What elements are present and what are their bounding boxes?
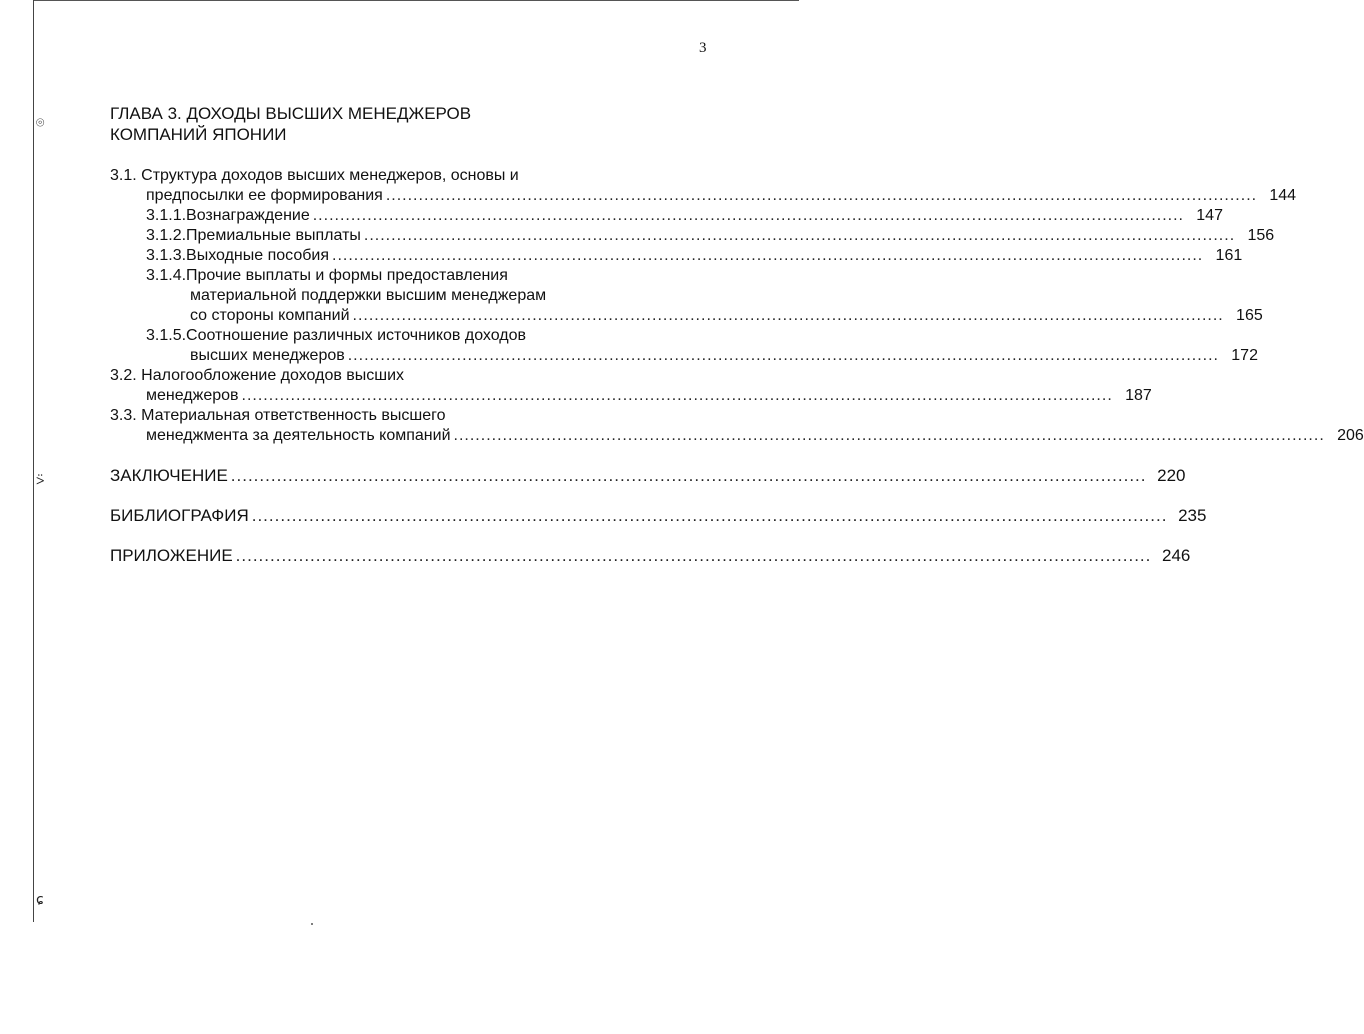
toc-entry-bibliography[interactable] [110,505,1207,526]
scan-mark-icon: ⌾ [36,115,45,131]
toc-entry-conclusion[interactable] [110,465,1186,486]
dot-leader: ................................................................................................................................................................ [363,227,1236,244]
dot-leader: ................................................................................................................................................................ [230,466,1147,485]
toc-page-number: 156 [1247,227,1275,244]
dot-leader: ................................................................................................................................................................ [241,387,1113,404]
toc-page-number: 187 [1125,387,1152,404]
dot-leader: ................................................................................................................................................................ [332,247,1204,264]
toc-entry-3-1-line1: 3.1. Структура доходов высших менеджеров, основы и [110,167,519,184]
toc-page-number: 172 [1231,347,1258,364]
dot-leader: ................................................................................................................................................................ [347,347,1219,364]
toc-entry-title: менеджмента за деятельность компаний [146,427,451,444]
toc-entry-3-1-5-line1: 3.1.5.Соотношение различных источников доходов [146,327,527,344]
toc-page-number: 165 [1236,307,1263,324]
chapter-heading [110,103,650,145]
page-number: 3 [699,40,707,56]
toc-page-number: 220 [1157,466,1186,485]
toc-entry-3-1-5[interactable] [190,346,1258,366]
toc-page-number: 144 [1269,187,1297,204]
scan-top-border [33,0,799,1]
toc-page-number: 246 [1161,546,1191,565]
toc-entry-title: ПРИЛОЖЕНИЕ [110,546,233,565]
toc-entry-appendix[interactable] [110,545,1191,566]
dot-leader: ................................................................................................................................................................ [235,546,1152,565]
toc-entry-3-1-4-line2: материальной поддержки высшим менеджерам [190,287,547,304]
toc-entry-3-1-1[interactable] [146,206,1223,226]
toc-entry-3-1-4-line1: 3.1.4.Прочие выплаты и формы предоставления [146,267,508,284]
toc-page-number: 147 [1196,207,1223,224]
toc-entry-3-3[interactable] [146,426,1364,446]
toc-entry-3-2-line1: 3.2. Налогообложение доходов высших [110,367,405,384]
dot-leader: ................................................................................................................................................................ [352,307,1224,324]
toc-entry-title: 3.1.2.Премиальные выплаты [146,227,361,244]
scan-left-border [33,0,34,922]
scan-speck [311,923,313,925]
dot-leader: ................................................................................................................................................................ [453,427,1325,444]
chapter-heading-line1: ГЛАВА 3. ДОХОДЫ ВЫСШИХ МЕНЕДЖЕРОВ [110,104,472,123]
toc-entry-3-1-2[interactable] [146,226,1275,246]
toc-entry-title: со стороны компаний [190,307,350,324]
toc-entry-3-1-4[interactable] [190,306,1263,326]
toc-entry-title: высших менеджеров [190,347,345,364]
toc-entry-title: менеджеров [146,387,239,404]
scan-mark-icon: ⍩ [36,472,45,488]
dot-leader: ................................................................................................................................................................ [385,187,1258,204]
toc-entry-title: предпосылки ее формирования [146,187,383,204]
chapter-heading-line2: КОМПАНИЙ ЯПОНИИ [110,125,287,144]
toc-entry-title: ЗАКЛЮЧЕНИЕ [110,466,228,485]
toc-page-number: 161 [1215,247,1243,264]
toc-entry-title: 3.1.3.Выходные пособия [146,247,329,264]
toc-page-number: 206 [1337,427,1364,444]
toc-entry-3-1-3[interactable] [146,246,1243,266]
dot-leader: ................................................................................................................................................................ [251,506,1168,525]
toc-page-number: 235 [1178,506,1207,525]
scan-mark-icon: ɕ [36,892,44,908]
toc-entry-title: 3.1.1.Вознаграждение [146,207,310,224]
toc-entry-3-2[interactable] [146,386,1152,406]
toc-entry-3-1[interactable] [146,186,1297,206]
toc-entry-title: БИБЛИОГРАФИЯ [110,506,249,525]
dot-leader: ................................................................................................................................................................ [312,207,1184,224]
toc-entry-3-3-line1: 3.3. Материальная ответственность высшего [110,407,446,424]
